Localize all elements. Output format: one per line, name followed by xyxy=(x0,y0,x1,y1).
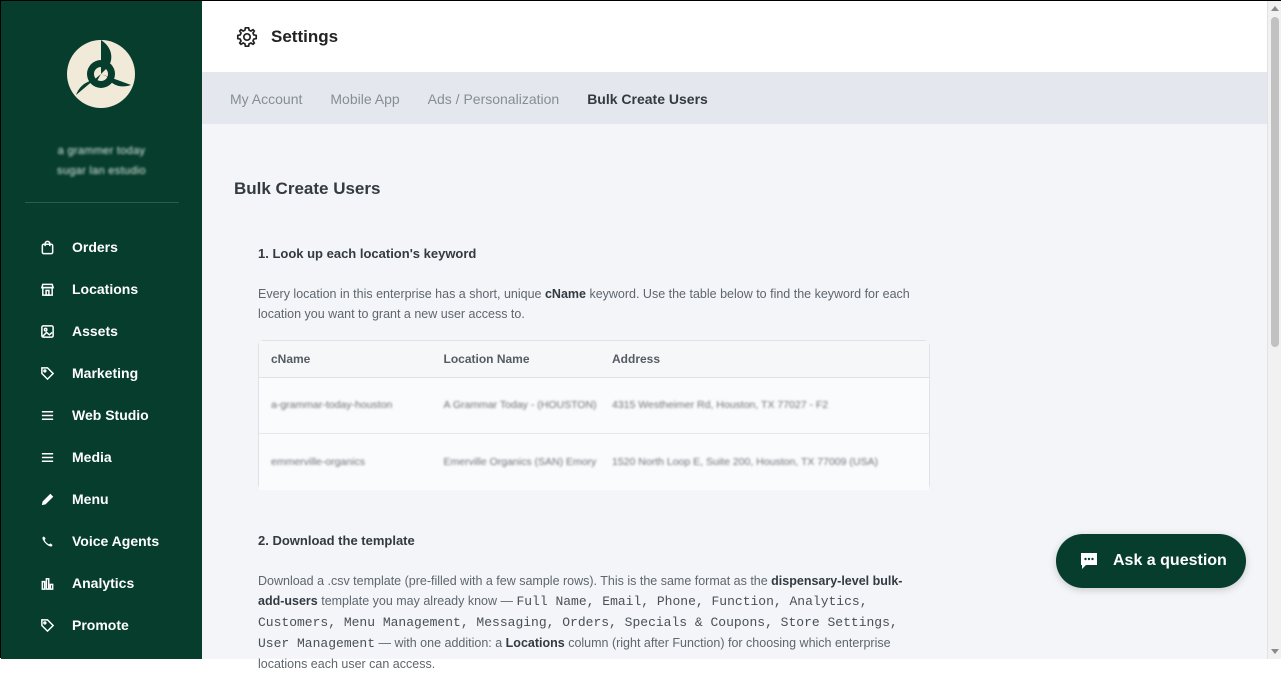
cell-cname: a-grammar-today-houston xyxy=(271,399,393,411)
ask-question-button[interactable] xyxy=(1056,534,1246,588)
locations-column-term: Locations xyxy=(505,636,565,650)
column-header-cname: cName xyxy=(271,352,311,366)
sidebar-item-label: Menu xyxy=(72,491,109,507)
phone-icon xyxy=(39,533,55,549)
step2-text-cont2: — with one addition: a xyxy=(375,636,506,650)
cell-address: 1520 North Loop E, Suite 200, Houston, TX 77009 (USA) xyxy=(612,455,878,468)
template-name: dispensary-level bulk-add-users xyxy=(258,574,903,608)
table-row xyxy=(259,378,929,434)
page-scrollbar[interactable] xyxy=(1267,1,1281,659)
tab-bulk-create-users[interactable]: Bulk Create Users xyxy=(587,90,708,107)
step1-text-cont: keyword. Use the table below to find the keyword for each location you want to grant a new user access to. xyxy=(258,287,910,321)
cell-cname: emmerville-organics xyxy=(271,455,365,468)
sidebar-divider xyxy=(25,202,179,203)
step2-text-cont: template you may already know — xyxy=(317,594,517,608)
sidebar-item-web-studio[interactable] xyxy=(1,394,202,436)
ask-question-label: Ask a question xyxy=(1113,552,1227,569)
sidebar-item-label: Analytics xyxy=(72,575,135,591)
table-header xyxy=(259,341,929,378)
locations-table xyxy=(258,340,930,490)
cell-address: 4315 Westheimer Rd, Houston, TX 77027 - F2 xyxy=(612,399,829,411)
scroll-up-arrow-icon[interactable] xyxy=(1271,6,1279,11)
cell-location-name: A Grammar Today - (HOUSTON) xyxy=(443,399,597,411)
bar-chart-icon xyxy=(39,575,55,591)
org-name xyxy=(1,141,202,181)
sidebar-item-label: Marketing xyxy=(72,365,139,381)
step1-title: 1. Look up each location's keyword xyxy=(258,246,477,261)
sidebar-item-assets[interactable] xyxy=(1,310,202,352)
tag-icon xyxy=(39,617,55,633)
tab-ads-personalization[interactable]: Ads / Personalization xyxy=(427,90,560,107)
table-row xyxy=(259,434,929,490)
sidebar-item-locations[interactable] xyxy=(1,268,202,310)
sidebar-item-label: Assets xyxy=(72,323,118,339)
column-header-address: Address xyxy=(612,352,661,366)
sidebar-item-label: Locations xyxy=(72,281,139,297)
sidebar-item-orders[interactable] xyxy=(1,226,202,268)
cname-term: cName xyxy=(544,287,586,301)
step2-title: 2. Download the template xyxy=(258,533,415,548)
image-icon xyxy=(39,323,55,339)
sidebar-item-label: Orders xyxy=(72,239,118,255)
step2-text-cont3: column (right after Function) for choosing which enterprise locations each user can access. xyxy=(258,636,891,671)
gear-icon xyxy=(235,25,259,49)
step1-text: Every location in this enterprise has a short, unique xyxy=(258,287,545,301)
page-header xyxy=(202,1,1267,73)
org-name-line2: sugar lan estudio xyxy=(57,165,146,177)
page-title: Settings xyxy=(271,26,339,46)
step2-text: Download a .csv template (pre-filled with a few sample rows). This is the same format as the xyxy=(258,574,772,588)
sidebar-item-menu[interactable] xyxy=(1,478,202,520)
section-title: Bulk Create Users xyxy=(234,179,381,198)
list-icon xyxy=(39,449,55,465)
column-header-location-name: Location Name xyxy=(443,352,530,366)
sidebar-item-label: Promote xyxy=(72,617,129,633)
sidebar-item-label: Media xyxy=(72,449,112,465)
settings-tabs xyxy=(202,73,1267,124)
scroll-down-arrow-icon[interactable] xyxy=(1271,649,1279,654)
scroll-thumb[interactable] xyxy=(1271,17,1279,347)
pencil-icon xyxy=(39,491,55,507)
brand-logo[interactable] xyxy=(64,37,138,111)
sidebar-item-marketing[interactable] xyxy=(1,352,202,394)
sidebar-item-analytics[interactable] xyxy=(1,562,202,604)
column-list: Full Name, Email, Phone, Function, Analytics, Customers, Menu Management, Messaging, Orders, Specials & Coupons, Store Settings, User Management xyxy=(258,594,898,651)
cell-location-name: Emerville Organics (SAN) Emory xyxy=(443,455,597,468)
step2-description xyxy=(258,571,918,674)
sidebar-item-label: Web Studio xyxy=(72,407,149,423)
sidebar-item-promote[interactable] xyxy=(1,604,202,646)
tag-icon xyxy=(39,365,55,381)
store-icon xyxy=(39,281,55,297)
org-name-line1: a grammer today xyxy=(57,145,146,157)
tab-mobile-app[interactable]: Mobile App xyxy=(330,90,400,107)
sidebar xyxy=(1,1,202,659)
tab-my-account[interactable]: My Account xyxy=(230,90,303,107)
step1-description xyxy=(258,284,938,324)
sidebar-item-voice-agents[interactable] xyxy=(1,520,202,562)
sidebar-item-label: Voice Agents xyxy=(72,533,160,549)
bag-icon xyxy=(39,239,55,255)
list-icon xyxy=(39,407,55,423)
sidebar-nav xyxy=(1,226,202,646)
sidebar-item-media[interactable] xyxy=(1,436,202,478)
chat-icon xyxy=(1078,550,1100,572)
